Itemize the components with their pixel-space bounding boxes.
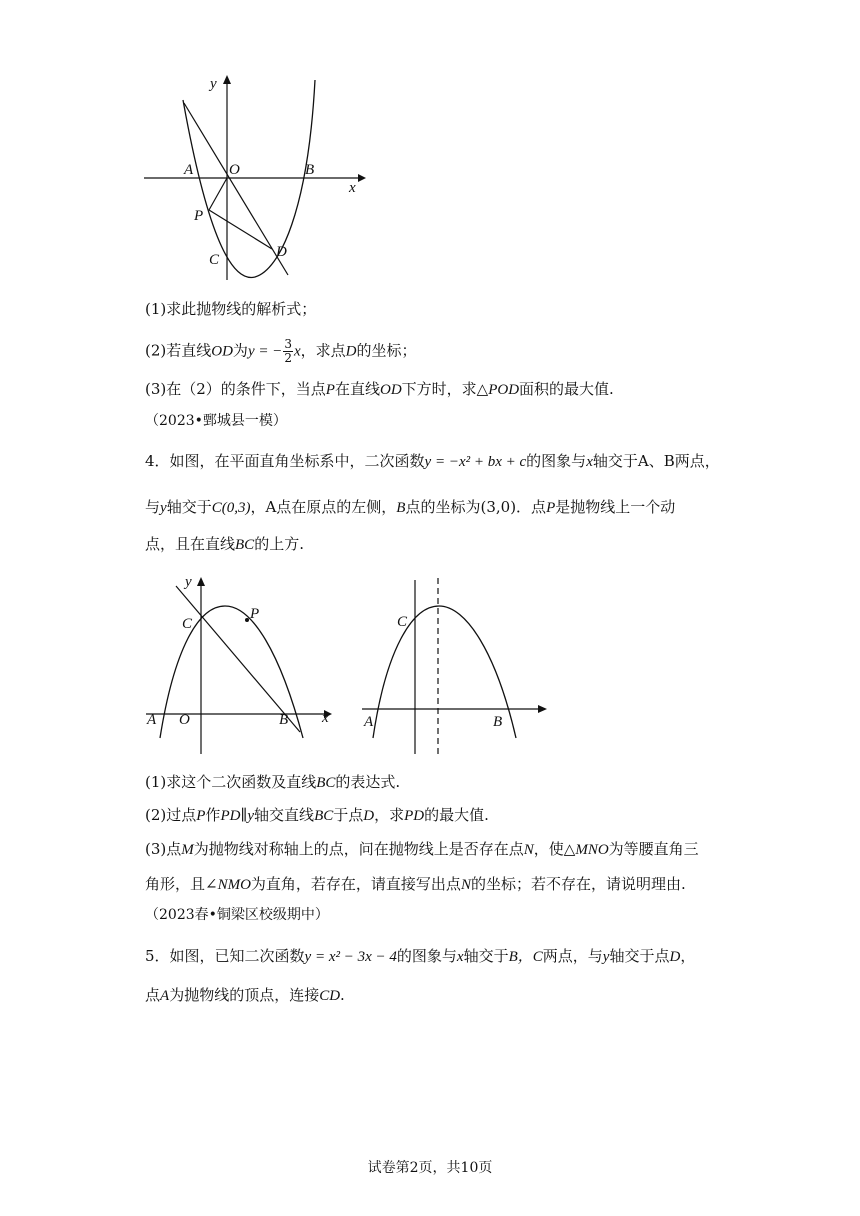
label-b: B (279, 712, 289, 728)
segment-op (209, 178, 227, 210)
point-p (245, 618, 249, 622)
label-y: y (185, 574, 192, 590)
label-b: B (305, 162, 315, 178)
label-o: O (179, 712, 190, 728)
q4-part3-line2: 角形，且∠NMO为直角，若存在，请直接写出点N的坐标；若不存在，请说明理由. (145, 875, 686, 893)
x-axis-arrow (538, 705, 547, 713)
label-c: C (209, 252, 220, 268)
label-a: A (184, 162, 194, 178)
label-p: P (250, 606, 260, 622)
label-x: x (322, 710, 329, 726)
q4-intro-line2: 与y轴交于C(0,3)，A点在原点的左侧，B点的坐标为(3,0)．点P是抛物线上一个动 (145, 498, 676, 516)
q3-source: （2023•鄄城县一模） (145, 413, 287, 429)
q3-part1: (1)求此抛物线的解析式； (145, 300, 317, 318)
label-d: D (276, 244, 287, 260)
q4-intro-line3: 点，且在直线BC的上方. (145, 535, 304, 553)
q4-part3-line1: (3)点M为抛物线对称轴上的点，问在抛物线上是否存在点N，使△MNO为等腰直角三 (145, 840, 699, 858)
label-x: x (349, 180, 356, 196)
label-b: B (493, 714, 503, 730)
y-axis-arrow (197, 577, 205, 586)
label-a: A (147, 712, 157, 728)
label-c: C (182, 616, 193, 632)
label-y: y (210, 76, 217, 92)
figure-q4-right (358, 570, 553, 760)
line-od (184, 103, 288, 275)
label-p: P (194, 208, 204, 224)
label-c: C (397, 614, 408, 630)
segment-pd (209, 210, 272, 249)
label-o: O (229, 162, 240, 178)
parabola (183, 80, 315, 277)
q4-part2: (2)过点P作PD∥y轴交直线BC于点D，求PD的最大值. (145, 806, 489, 824)
line-bc (176, 586, 300, 732)
q4-part1: (1)求这个二次函数及直线BC的表达式. (145, 773, 401, 791)
page-footer: 试卷第2页，共10页 (367, 1160, 493, 1176)
q3-part2: (2)若直线OD为y = − $\frac{3}{2}$ x，求点D的坐标； (145, 337, 417, 365)
q5-line1: 5．如图，已知二次函数y = x² − 3x − 4的图象与x轴交于B，C两点，与y轴交于点D， (145, 947, 696, 965)
figure-parabola-od (140, 70, 370, 285)
q3-part3: (3)在（2）的条件下，当点P在直线OD下方时，求△POD面积的最大值. (145, 380, 614, 398)
figure-q4-left (140, 570, 340, 760)
label-a: A (364, 714, 374, 730)
q4-source: （2023春•铜梁区校级期中） (145, 907, 329, 923)
x-axis-arrow (358, 174, 366, 182)
q4-intro-line1: 4．如图，在平面直角坐标系中，二次函数y = −x² + bx + c的图象与x轴交于A、B两点， (145, 452, 720, 470)
q5-line2: 点A为抛物线的顶点，连接CD. (145, 986, 345, 1004)
y-axis-arrow (223, 75, 231, 84)
fraction-3-2: $\frac{3}{2}$ (284, 337, 292, 365)
